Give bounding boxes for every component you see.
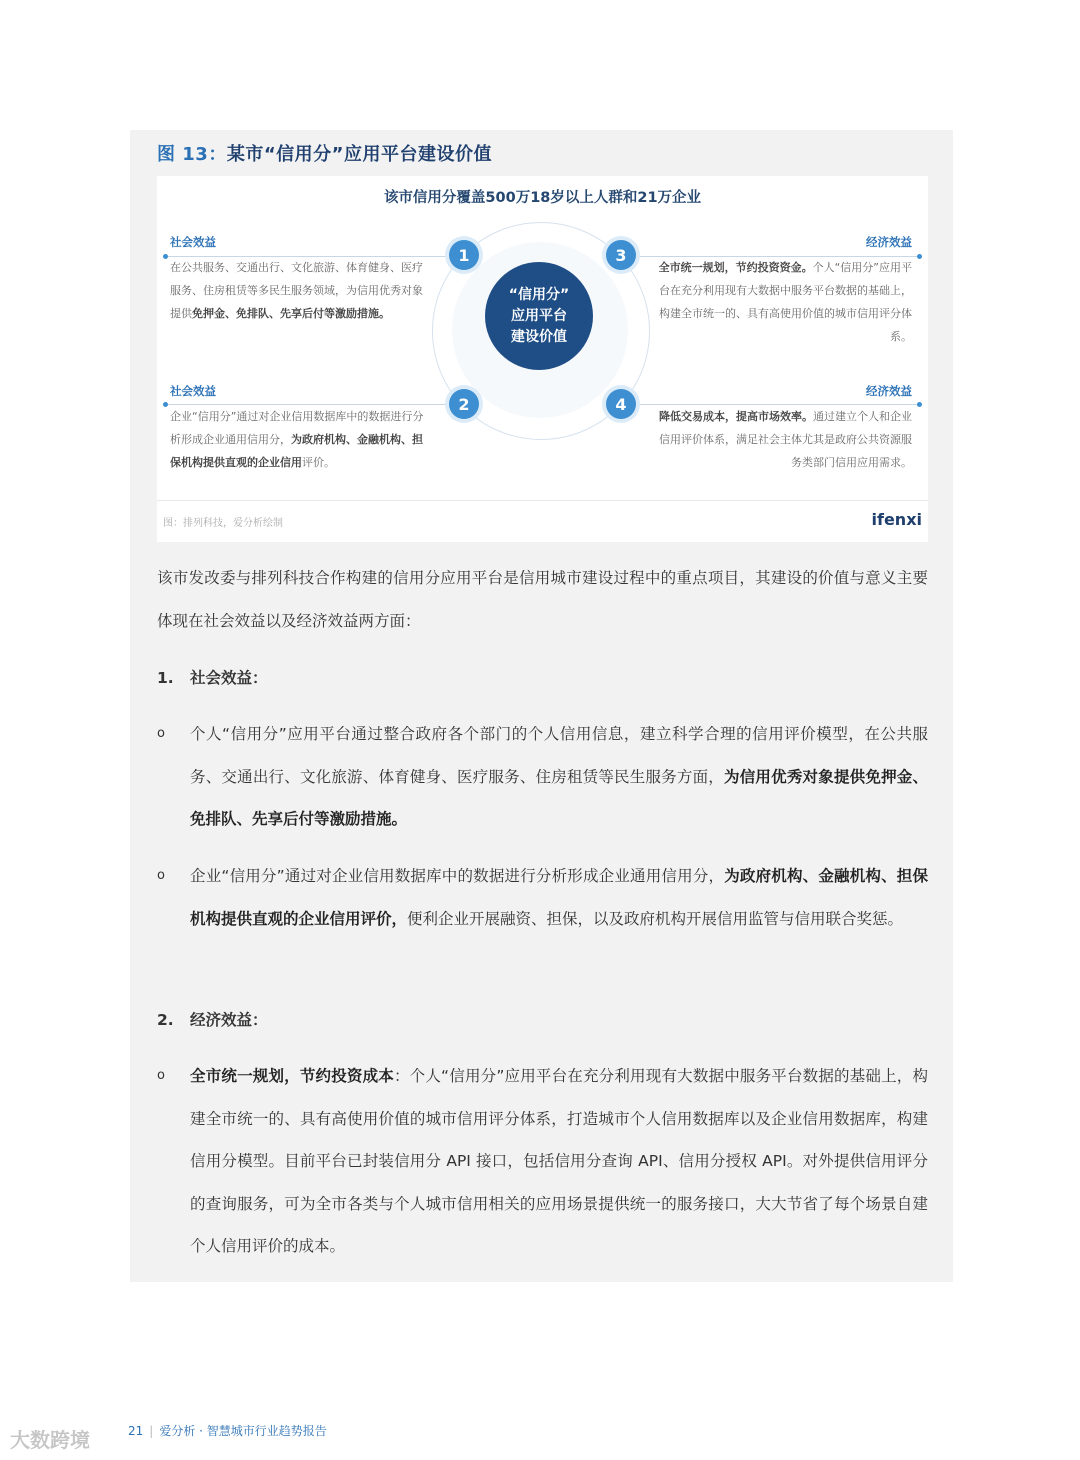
section2-title: 经济效益： <box>190 1011 268 1029</box>
figure-source: 图：排列科技，爱分析绘制 <box>163 518 283 529</box>
q1-title: 社会效益 <box>170 235 216 249</box>
figure-header: 该市信用分覆盖500万18岁以上人群和21万企业 <box>383 190 702 206</box>
section1-number: 1. <box>157 669 174 687</box>
ifenxi-logo: ifenxi <box>871 510 922 529</box>
q2-title: 社会效益 <box>170 384 216 398</box>
figure-title-text: 某市“信用分”应用平台建设价值 <box>226 144 492 165</box>
footer-title: 爱分析 · 智慧城市行业趋势报告 <box>159 1424 327 1438</box>
section2-number: 2. <box>157 1011 174 1029</box>
bullet-mark: o <box>157 868 165 883</box>
section1-heading <box>157 666 268 688</box>
leader-dot-3 <box>917 254 922 259</box>
q3-title: 经济效益 <box>866 235 912 249</box>
leader-dot-1 <box>163 254 168 259</box>
leader-dot-4 <box>917 402 922 407</box>
node-4: 4 <box>606 389 636 419</box>
section1-bullet-1: o 个人“信用分”应用平台通过整合政府各个部门的个人信用信息，建立科学合理的信用评价模型，在公共服务、交通出行、文化旅游、体育健身、医疗服务、住房租赁等民生服务方面，为信用优秀对象提供免押金、免排队、先享后付等激励措施。 <box>157 713 928 841</box>
footer-separator: | <box>149 1424 154 1438</box>
section1-title: 社会效益： <box>190 669 268 687</box>
figure-divider <box>157 500 928 501</box>
page-number: 21 <box>128 1424 144 1438</box>
figure-diagram <box>157 176 928 542</box>
section2-bullet-1: o 全市统一规划，节约投资成本：个人“信用分”应用平台在充分利用现有大数据中服务平台数据的基础上，构建全市统一的、具有高使用价值的城市信用评分体系，打造城市个人信用数据库以及企业信用数据库，构建信用分模型。目前平台已封装信用分 API 接口，包括信用分查询 API、信用分授权 API。对外提供信用评分的查询服务，可为全市各类与个人城市信用相关的应用场景提供统一的服务接口，大大节省了每个场景自建个人信用评价的成本。 <box>157 1055 928 1268</box>
bullet-mark: o <box>157 726 165 741</box>
bullet-mark: o <box>157 1068 165 1083</box>
node-1: 1 <box>449 240 479 270</box>
watermark: 大数跨境 <box>10 1428 90 1452</box>
node-3: 3 <box>606 240 636 270</box>
figure-title <box>157 140 492 166</box>
section2-heading <box>157 1008 268 1030</box>
q4-text: 降低交易成本，提高市场效率。通过建立个人和企业信用评价体系，满足社会主体尤其是政府公共资源服务类部门信用应用需求。 <box>659 410 912 469</box>
q2-text: 企业“信用分”通过对企业信用数据库中的数据进行分析形成企业通用信用分，为政府机构、金融机构、担保机构提供直观的企业信用评价。 <box>170 410 424 469</box>
page-footer <box>128 1422 327 1439</box>
q4-title: 经济效益 <box>866 384 912 398</box>
core-circle: “信用分” 应用平台 建设价值 <box>485 262 593 370</box>
section1-bullet-2: o 企业“信用分”通过对企业信用数据库中的数据进行分析形成企业通用信用分，为政府机构、金融机构、担保机构提供直观的企业信用评价，便利企业开展融资、担保，以及政府机构开展信用监管与信用联合奖惩。 <box>157 855 928 940</box>
intro-paragraph: 该市发改委与排列科技合作构建的信用分应用平台是信用城市建设过程中的重点项目，其建设的价值与意义主要体现在社会效益以及经济效益两方面： <box>157 569 928 630</box>
node-2: 2 <box>449 389 479 419</box>
q1-text: 在公共服务、交通出行、文化旅游、体育健身、医疗服务、住房租赁等多民生服务领域，为信用优秀对象提供免押金、免排队、先享后付等激励措施。 <box>170 261 423 320</box>
q3-text: 全市统一规划，节约投资资金。个人“信用分”应用平台在充分利用现有大数据中服务平台数据的基础上，构建全市统一的、具有高使用价值的城市信用评分体系。 <box>658 261 912 343</box>
leader-dot-2 <box>163 402 168 407</box>
figure-number: 图 13： <box>157 144 227 165</box>
